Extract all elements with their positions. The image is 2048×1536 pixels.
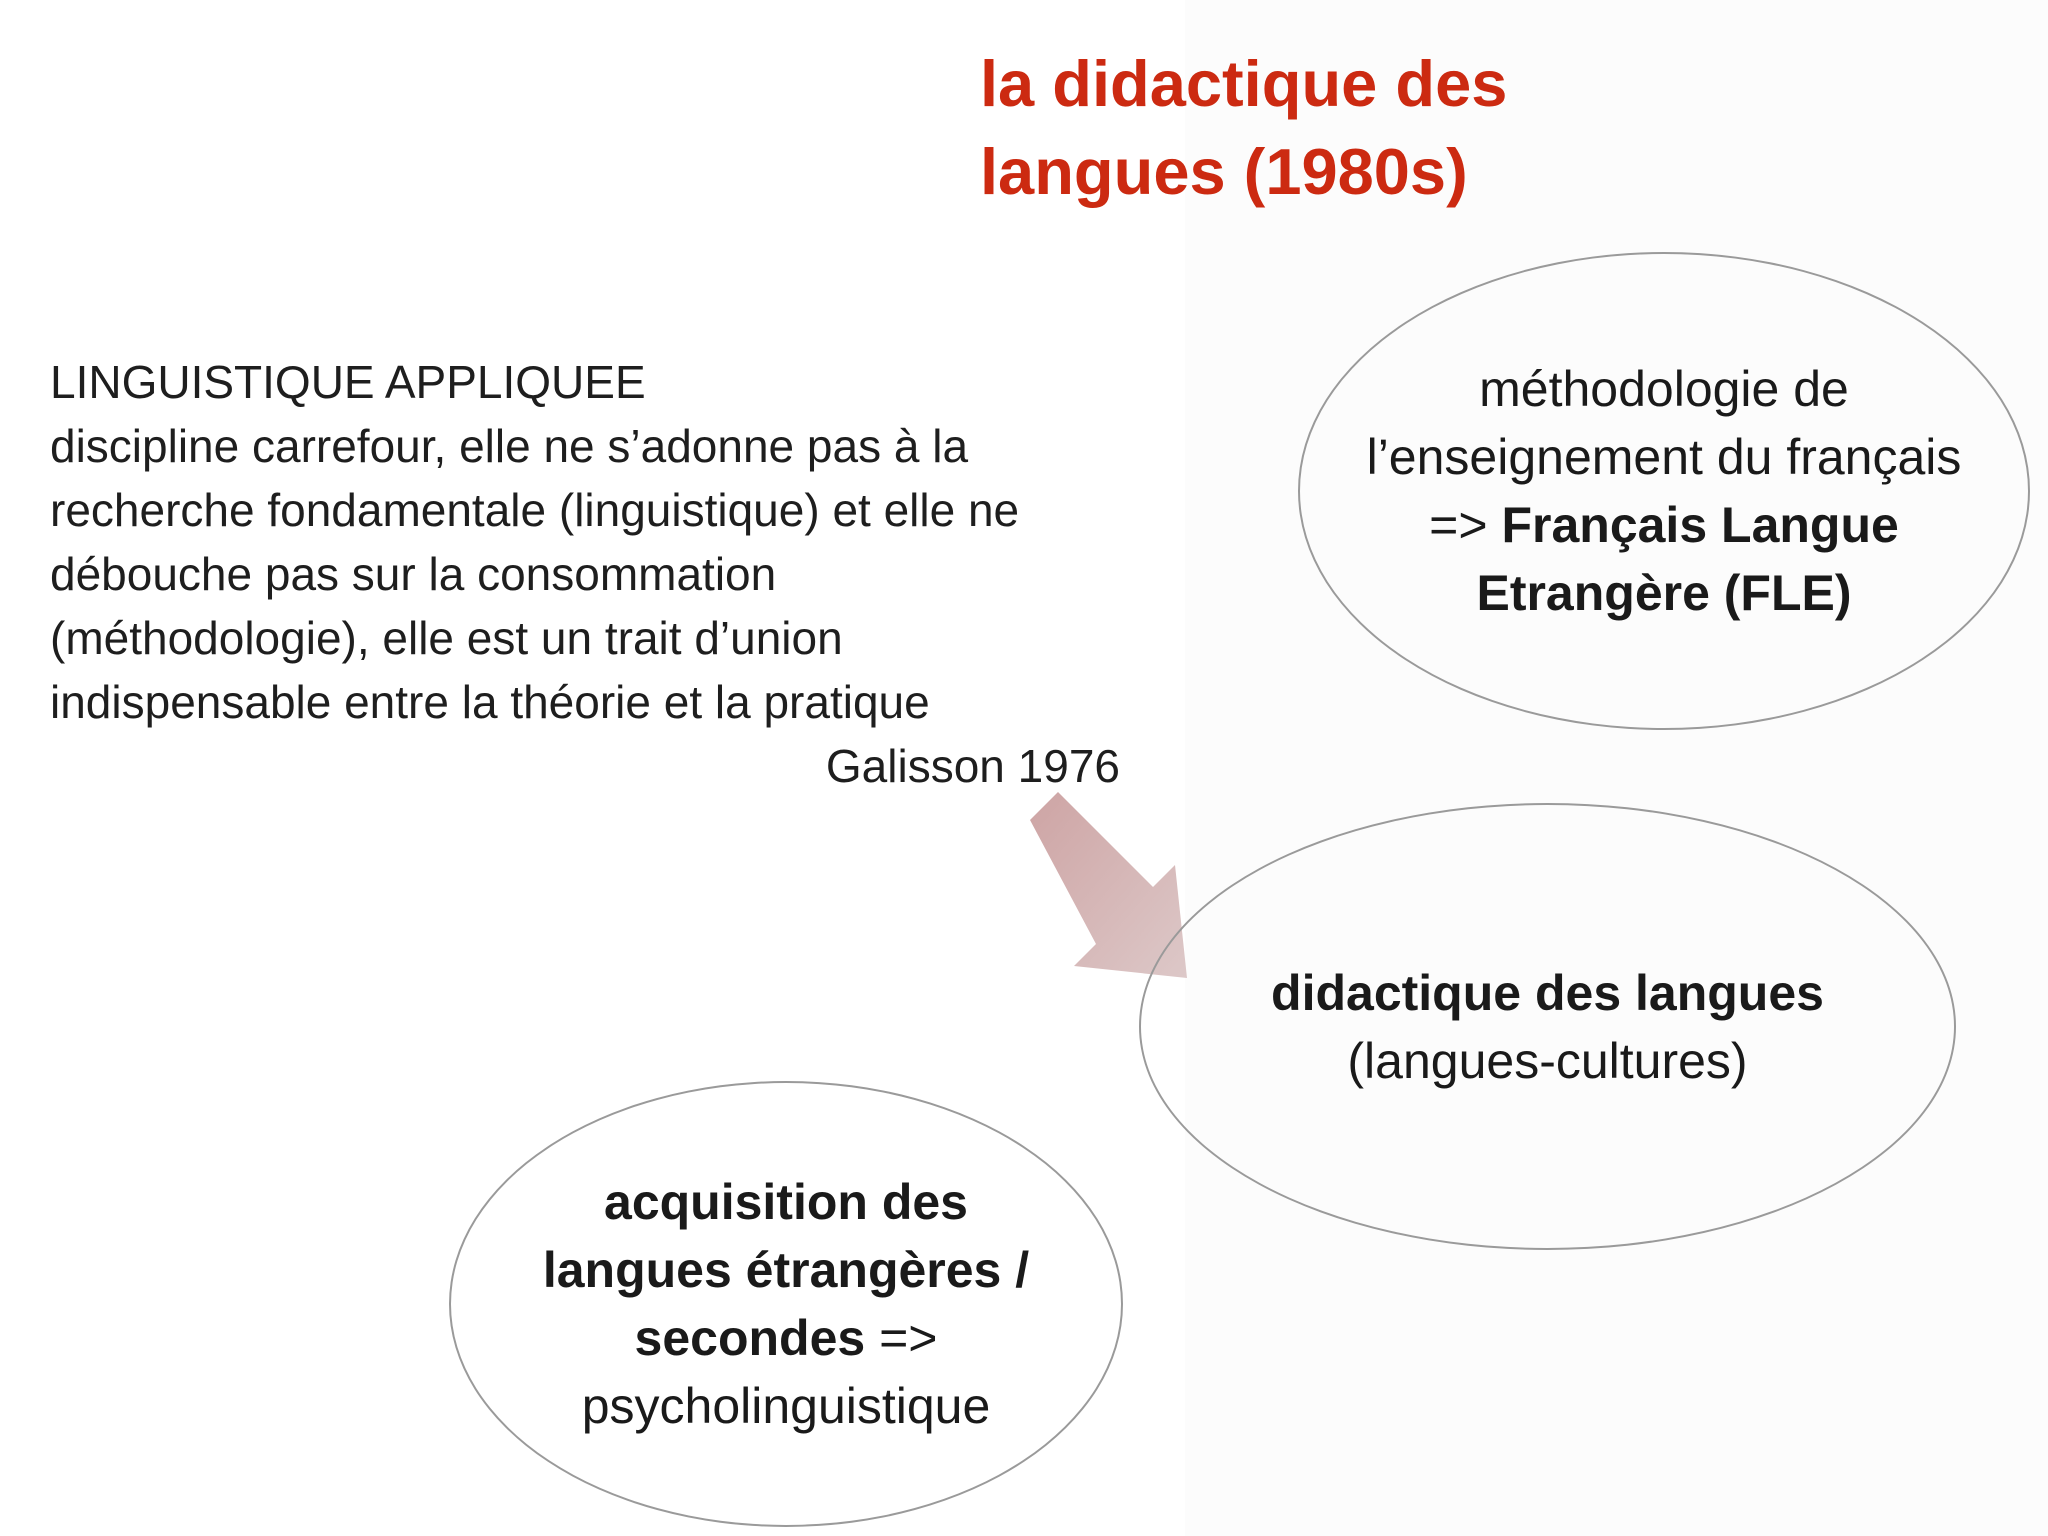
intro-line-5: indispensable entre la théorie et la pratique: [50, 676, 930, 728]
acquisition-line-2: langues étrangères /: [542, 1242, 1030, 1298]
fle-line-1: méthodologie de: [1479, 361, 1849, 417]
acquisition-line-4: psycholinguistique: [581, 1378, 991, 1434]
title-line-1: la didactique des: [980, 47, 1508, 120]
fle-line-2: l’enseignement du français: [1366, 429, 1962, 485]
fle-line-3-bold: Français Langue: [1501, 497, 1899, 553]
acquisition-line-1: acquisition des: [604, 1174, 968, 1230]
didactique-node: [1139, 803, 1956, 1250]
intro-line-2: recherche fondamentale (linguistique) et elle ne: [50, 484, 1020, 536]
didactique-label: didactique des langues: [1271, 964, 1824, 1021]
fle-line-3: [1367, 491, 1962, 559]
slide-title: [980, 40, 1880, 216]
acquisition-line-3: [543, 1304, 1029, 1372]
intro-line-4: (méthodologie), elle est un trait d’union: [50, 612, 843, 664]
slide-shade: [1185, 0, 2048, 1536]
didactique-sub: (langues-cultures): [1347, 1032, 1748, 1089]
acquisition-line-3-bold: secondes: [634, 1310, 866, 1366]
fle-line-4: Etrangère (FLE): [1476, 565, 1852, 621]
acquisition-node: [449, 1081, 1123, 1527]
acquisition-line-3-suffix: =>: [865, 1310, 938, 1366]
intro-line-3: débouche pas sur la consommation: [50, 548, 777, 600]
intro-text-block: [50, 350, 1130, 798]
intro-heading: LINGUISTIQUE APPLIQUEE: [50, 356, 646, 408]
intro-line-1: discipline carrefour, elle ne s’adonne pas à la: [50, 420, 969, 472]
fle-methodology-node: [1298, 252, 2030, 730]
fle-line-3-prefix: =>: [1429, 497, 1502, 553]
intro-citation: Galisson 1976: [825, 740, 1120, 792]
title-line-2: langues (1980s): [980, 135, 1468, 208]
